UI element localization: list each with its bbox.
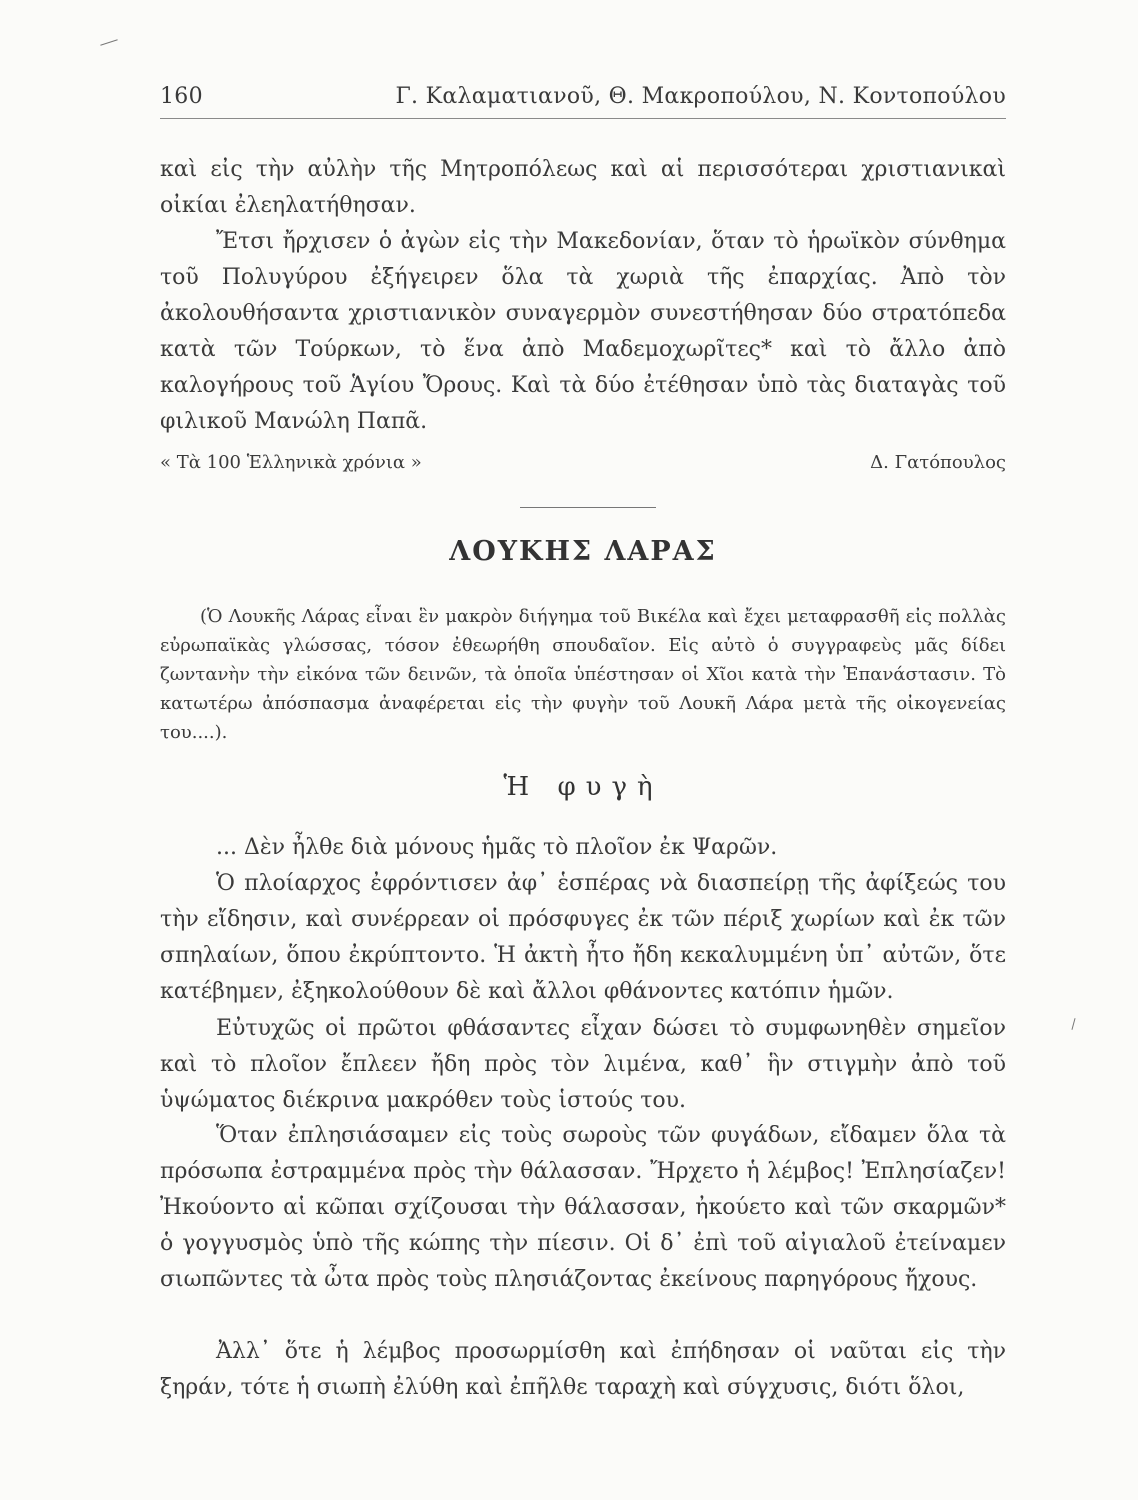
paragraph: Ἀλλ᾽ ὅτε ἡ λέμβος προσωρμίσθη καὶ ἐπήδησαν οἱ ναῦται εἰς τὴν ξηράν, τότε ἡ σιωπὴ ἐλύθη καὶ ἐπῆλθε ταραχὴ καὶ σύγχυσις, διότι ὅλοι,: [160, 1339, 1006, 1400]
paragraph: Ὅταν ἐπλησιάσαμεν εἰς τοὺς σωροὺς τῶν φυγάδων, εἴδαμεν ὅλα τὰ πρόσωπα ἐστραμμένα πρὸς τὴν θάλασσαν. Ἤρχετο ἡ λέμβος! Ἐπλησίαζεν! Ἠκούοντο αἱ κῶπαι σχίζουσαι τὴν θάλασσαν, ἠκούετο καὶ τῶν σκαρμῶν* ὁ γογγυσμὸς ὑπὸ τῆς κώπης τὴν πίεσιν. Οἱ δ᾽ ἐπὶ τοῦ αἰγιαλοῦ ἐτείναμεν σιωπῶντες τὰ ὦτα πρὸς τοὺς πλησιάζοντας ἐκείνους παρηγόρους ἤχους.: [160, 1123, 1006, 1292]
scan-mark: [100, 39, 117, 46]
section-intro: (Ὁ Λουκῆς Λάρας εἶναι ἓν μακρὸν διήγημα τοῦ Βικέλα καὶ ἔχει μεταφρασθῆ εἰς πολλὰς εὐρωπαϊκὰς γλώσσας, τόσον ἐθεωρήθη σπουδαῖον. Εἰς αὐτὸ ὁ συγγραφεὺς μᾶς δίδει ζωντανὴν τὴν εἰκόνα τῶν δεινῶν, τὰ ὁποῖα ὑπέστησαν οἱ Χῖοι κατὰ τὴν Ἐπανάστασιν. Τὸ κατωτέρω ἀπόσπασμα ἀναφέρεται εἰς τὴν φυγὴν τοῦ Λουκῆ Λάρα μετὰ τῆς οἰκογενείας του....).: [160, 606, 1006, 743]
paragraph: ... Δὲν ἦλθε διὰ μόνους ἡμᾶς τὸ πλοῖον ἐκ Ψαρῶν.: [216, 835, 778, 860]
source-work: « Τὰ 100 Ἑλληνικὰ χρόνια »: [160, 452, 422, 473]
running-header: [160, 84, 1006, 109]
scan-mark: [1071, 1018, 1075, 1030]
paragraph: Ὁ πλοίαρχος ἐφρόντισεν ἀφ᾽ ἑσπέρας νὰ διασπείρῃ τῆς ἀφίξεώς του τὴν εἴδησιν, καὶ συνέρρεαν οἱ πρόσφυγες ἐκ τῶν πέριξ χωρίων καὶ ἐκ τῶν σπηλαίων, ὅπου ἐκρύπτοντο. Ἡ ἀκτὴ ἦτο ἤδη κεκαλυμμένη ὑπ᾽ αὐτῶν, ὅτε κατέβημεν, ἐξηκολούθουν δὲ καὶ ἄλλοι φθάνοντες κατόπιν ἡμῶν.: [160, 871, 1006, 1004]
paragraph: καὶ εἰς τὴν αὐλὴν τῆς Μητροπόλεως καὶ αἱ περισσότεραι χριστιανικαὶ οἰκίαι ἐλεηλατήθησαν.: [160, 157, 1006, 218]
section-subtitle: Ἡ φυγὴ: [503, 772, 663, 802]
paragraph: Ἔτσι ἤρχισεν ὁ ἀγὼν εἰς τὴν Μακεδονίαν, ὅταν τὸ ἡρωϊκὸν σύνθημα τοῦ Πολυγύρου ἐξήγειρεν ὅλα τὰ χωριὰ τῆς ἐπαρχίας. Ἀπὸ τὸν ἀκολουθήσαντα χριστιανικὸν συναγερμὸν συνεστήθησαν δύο στρατόπεδα κατὰ τῶν Τούρκων, τὸ ἕνα ἀπὸ Μαδεμοχωρῖτες* καὶ τὸ ἄλλο ἀπὸ καλογήρους τοῦ Ἁγίου Ὄρους. Καὶ τὰ δύο ἐτέθησαν ὑπὸ τὰς διαταγὰς τοῦ φιλικοῦ Μανώλη Παπᾶ.: [160, 229, 1006, 434]
header-rule: [160, 118, 1006, 119]
source-author: Δ. Γατόπουλος: [870, 452, 1006, 473]
paragraph: Εὐτυχῶς οἱ πρῶτοι φθάσαντες εἶχαν δώσει τὸ συμφωνηθὲν σημεῖον καὶ τὸ πλοῖον ἔπλεεν ἤδη πρὸς τὸν λιμένα, καθ᾽ ἣν στιγμὴν ἀπὸ τοῦ ὑψώματος διέκρινα μακρόθεν τοὺς ἱστούς του.: [160, 1016, 1006, 1113]
source-citation: [160, 452, 1006, 473]
section-title: ΛΟΥΚΗΣ ΛΑΡΑΣ: [449, 536, 717, 567]
running-title: Γ. Καλαματιανοῦ, Θ. Μακροπούλου, Ν. Κοντοπούλου: [395, 84, 1006, 109]
page-number: 160: [160, 84, 203, 109]
section-divider: [520, 507, 656, 508]
